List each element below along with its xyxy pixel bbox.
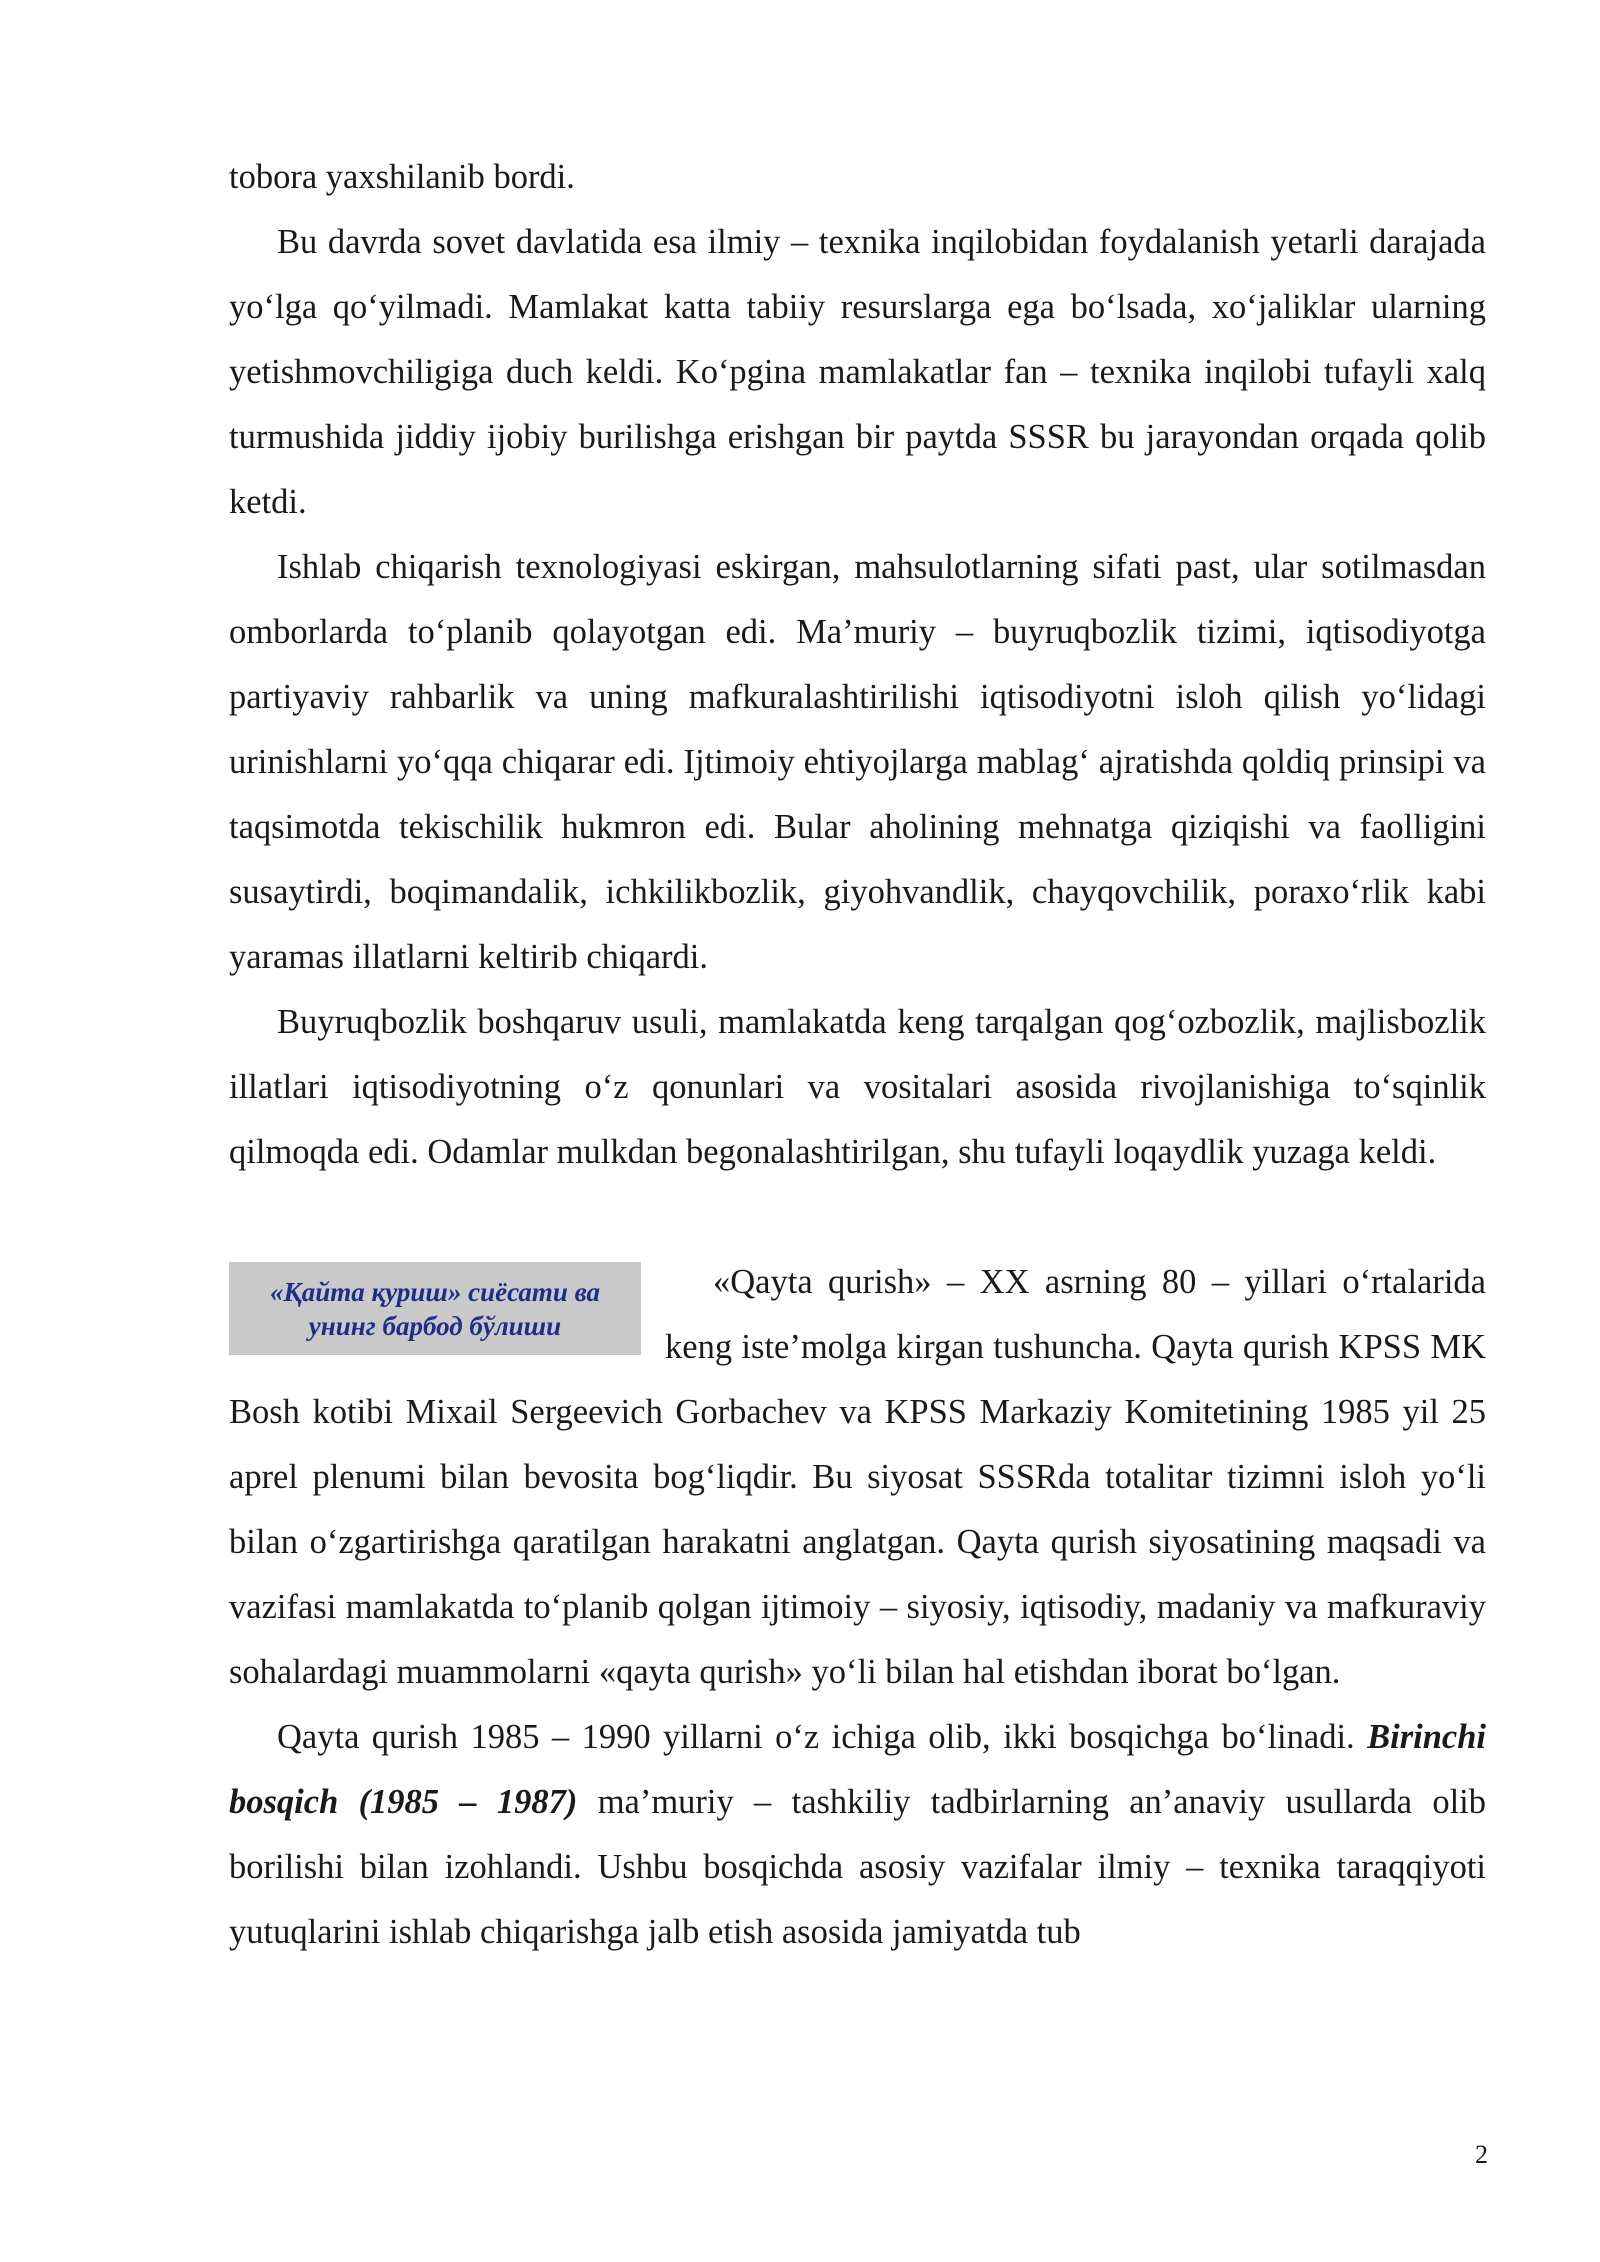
section-heading-line-2: унинг барбод бўлиши [308, 1310, 562, 1341]
paragraph-continuation: tobora yaxshilanib bordi. [229, 158, 575, 196]
stages-rest-text: ma’muriy – tashkiliy tadbirlarning an’anaviy usullarda olib borilishi bilan izohlandi. Ushbu bosqichda asosiy vazifalar ilmiy – texnika taraqqiyoti yutuqlarini ishlab chiqarishga jalb etish asosida jamiyatda tub [229, 1783, 1486, 1951]
page-number: 2 [1475, 2140, 1488, 2169]
paragraph-production-technology: Ishlab chiqarish texnologiyasi eskirgan, mahsulotlarning sifati past, ular sotilmasdan omborlarda to‘planib qolayotgan edi. Ma’muriy – buyruqbozlik tizimi, iqtisodiyotga partiyaviy rahbarlik va uning mafkuralashtirilishi iqtisodiyotni isloh qilish yo‘lidagi urinishlarni yo‘qqa chiqarar edi. Ijtimoiy ehtiyojlarga mablag‘ ajratishda qoldiq prinsipi va taqsimotda tekischilik hukmron edi. Bular aholining mehnatga qiziqishi va faolligini susaytirdi, boqimandalik, ichkilikbozlik, giyohvandlik, chayqovchilik, poraxo‘rlik kabi yaramas illatlarni keltirib chiqardi. [229, 548, 1486, 976]
document-body [229, 145, 1486, 1965]
stages-intro-text: Qayta qurish 1985 – 1990 yillarni o‘z ichiga olib, ikki bosqichga bo‘linadi. [277, 1718, 1368, 1756]
paragraph-perestroika-definition: «Qayta qurish» – XX asrning 80 – yillari o‘rtalarida keng iste’molga kirgan tushuncha. Qayta qurish KPSS MK Bosh kotibi Mixail Sergeevich Gorbachev va KPSS Markaziy Komitetining 1985 yil 25 aprel plenumi bilan bevosita bog‘liqdir. Bu siyosat SSSRda totalitar tizimni isloh yo‘li bilan o‘zgartirishga qaratilgan harakatni anglatgan. Qayta qurish siyosatining maqsadi va vazifasi mamlakatda to‘planib qolgan ijtimoiy – siyosiy, iqtisodiy, madaniy va mafkuraviy sohalardagi muammolarni «qayta qurish» yo‘li bilan hal etishdan iborat bo‘lgan. [229, 1263, 1486, 1691]
paragraph-scientific-revolution: Bu davrda sovet davlatida esa ilmiy – texnika inqilobidan foydalanish yetarli darajada yo‘lga qo‘yilmadi. Mamlakat katta tabiiy resurslarga ega bo‘lsada, xo‘jaliklar ularning yetishmovchiligiga duch keldi. Ko‘pgina mamlakatlar fan – texnika inqilobi tufayli xalq turmushida jiddiy ijobiy burilishga erishgan bir paytda SSSR bu jarayondan orqada qolib ketdi. [229, 223, 1486, 521]
section-spacer [229, 1185, 1486, 1250]
section-heading-box [229, 1262, 641, 1355]
section-heading-line-1: «Қайта қуриш» сиёсати ва [269, 1276, 601, 1307]
first-stage-label: Birinchi bosqich (1985 – 1987) [229, 1718, 1486, 1821]
paragraph-command-management: Buyruqbozlik boshqaruv usuli, mamlakatda keng tarqalgan qog‘ozbozlik, majlisbozlik illatlari iqtisodiyotning o‘z qonunlari va vositalari asosida rivojlanishiga to‘sqinlik qilmoqda edi. Odamlar mulkdan begonalashtirilgan, shu tufayli loqaydlik yuzaga keldi. [229, 1003, 1486, 1171]
paragraph-perestroika-stages [229, 1705, 1486, 1965]
